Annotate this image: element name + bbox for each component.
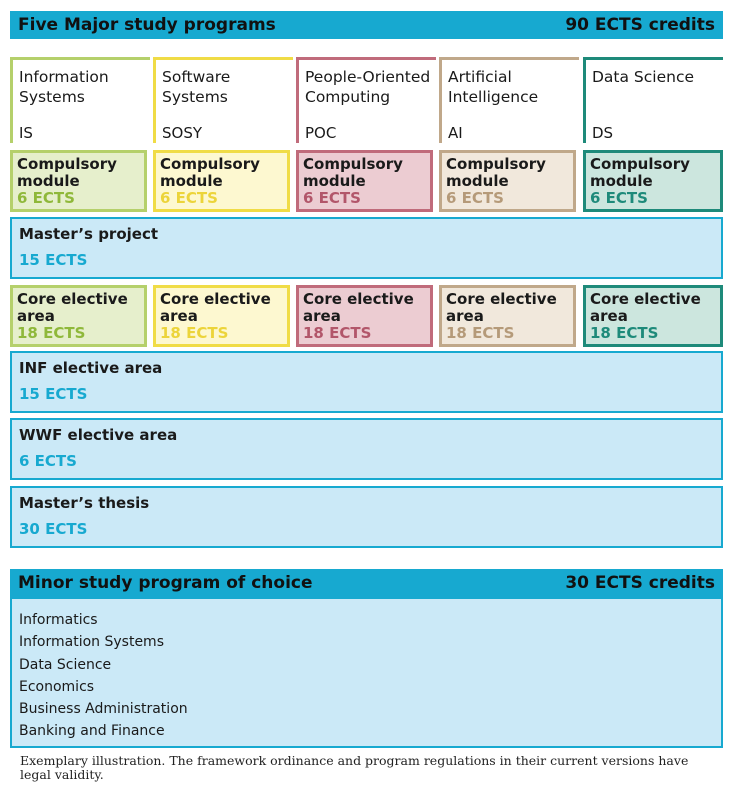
module-label: Compulsory module — [590, 155, 690, 190]
program-name-line1: Software — [162, 68, 231, 86]
program-abbr: AI — [448, 124, 463, 142]
inf-elective-title: INF elective area — [19, 359, 163, 377]
major-credits: 90 ECTS credits — [565, 15, 715, 35]
core-ects: 18 ECTS — [160, 324, 229, 342]
major-header — [10, 11, 723, 39]
core-elective-ai — [439, 285, 576, 347]
program-header-ai — [439, 57, 579, 143]
program-name-line1: Information — [19, 68, 109, 86]
core-ects: 18 ECTS — [303, 324, 372, 342]
core-label: Core elective area — [160, 290, 271, 325]
module-label: Compulsory module — [446, 155, 546, 190]
core-elective-ds — [583, 285, 723, 347]
program-header-sosy — [153, 57, 293, 143]
compulsory-module-ds — [583, 150, 723, 212]
minor-options-box — [10, 597, 723, 748]
inf-elective-box — [10, 351, 723, 413]
masters-project-ects: 15 ECTS — [19, 251, 88, 269]
program-name-line1: Data Science — [592, 68, 695, 86]
program-name-line2: Systems — [162, 88, 228, 106]
masters-project-title: Master’s project — [19, 225, 159, 243]
program-header-is — [10, 57, 150, 143]
module-label: Compulsory module — [303, 155, 403, 190]
core-elective-poc — [296, 285, 433, 347]
program-name-line2: Intelligence — [448, 88, 539, 106]
program-header-ds — [583, 57, 723, 143]
minor-title: Minor study program of choice — [18, 573, 313, 593]
core-ects: 18 ECTS — [590, 324, 659, 342]
compulsory-module-is — [10, 150, 147, 212]
compulsory-module-ai — [439, 150, 576, 212]
minor-option: Data Science — [19, 656, 112, 673]
program-name-line2: Systems — [19, 88, 85, 106]
minor-option: Economics — [19, 678, 95, 695]
module-ects: 6 ECTS — [590, 189, 648, 207]
core-ects: 18 ECTS — [446, 324, 515, 342]
program-name-line2: Computing — [305, 88, 391, 106]
core-elective-is — [10, 285, 147, 347]
major-title: Five Major study programs — [18, 15, 276, 35]
program-header-poc — [296, 57, 436, 143]
module-label: Compulsory module — [160, 155, 260, 190]
minor-option: Informatics — [19, 612, 98, 628]
wwf-elective-ects: 6 ECTS — [19, 452, 77, 470]
core-label: Core elective area — [446, 290, 557, 325]
minor-option: Business Administration — [19, 701, 188, 718]
module-label: Compulsory module — [17, 155, 117, 190]
minor-option: Information Systems — [19, 634, 164, 651]
inf-elective-ects: 15 ECTS — [19, 385, 88, 403]
program-abbr: IS — [19, 124, 33, 142]
program-abbr: POC — [305, 124, 337, 142]
module-ects: 6 ECTS — [160, 189, 218, 207]
wwf-elective-title: WWF elective area — [19, 426, 178, 444]
minor-option: Banking and Finance — [19, 723, 165, 740]
core-ects: 18 ECTS — [17, 324, 86, 342]
core-label: Core elective area — [303, 290, 414, 325]
masters-thesis-title: Master’s thesis — [19, 494, 150, 512]
program-name-line1: People-Oriented — [305, 68, 431, 86]
core-elective-sosy — [153, 285, 290, 347]
module-ects: 6 ECTS — [17, 189, 75, 207]
module-ects: 6 ECTS — [303, 189, 361, 207]
masters-project-box — [10, 217, 723, 279]
compulsory-module-sosy — [153, 150, 290, 212]
core-label: Core elective area — [590, 290, 701, 325]
core-label: Core elective area — [17, 290, 128, 325]
masters-thesis-box — [10, 486, 723, 548]
wwf-elective-box — [10, 418, 723, 480]
masters-thesis-ects: 30 ECTS — [19, 520, 88, 538]
module-ects: 6 ECTS — [446, 189, 504, 207]
compulsory-module-poc — [296, 150, 433, 212]
program-name-line1: Artificial — [448, 68, 512, 86]
program-abbr: SOSY — [162, 124, 203, 142]
program-abbr: DS — [592, 124, 614, 142]
footnote: Exemplary illustration. The framework ordinance and program regulations in their current versions have legal validity. — [20, 753, 689, 782]
minor-header — [10, 569, 723, 597]
minor-credits: 30 ECTS credits — [565, 573, 715, 593]
